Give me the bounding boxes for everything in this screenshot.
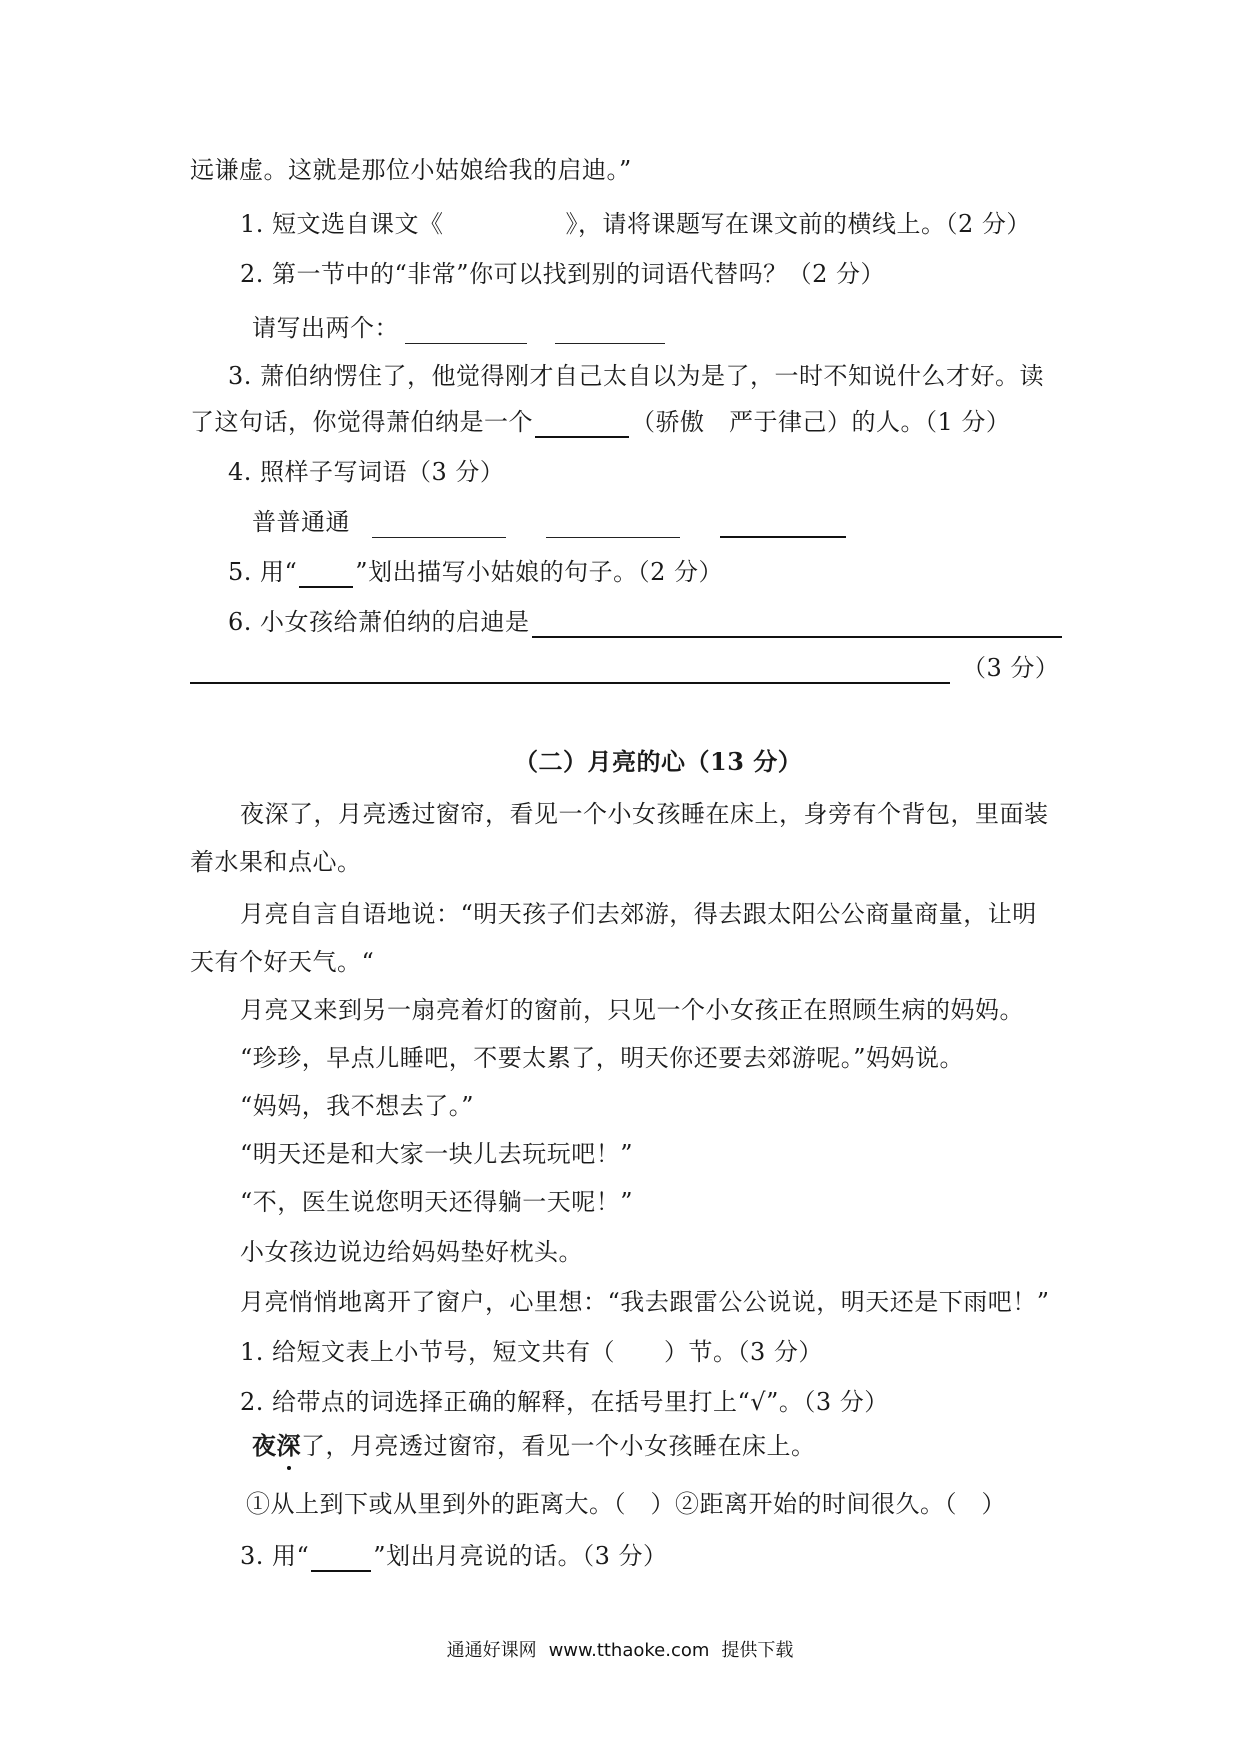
q6-score: （3 分） (962, 654, 1060, 682)
question-2-answer-row (252, 312, 671, 344)
q1-text-b: 》，请将课题写在课文前的横线上。（2 分） (565, 210, 1031, 238)
q3-text-a: 了这句话，你觉得萧伯纳是一个 (190, 408, 533, 436)
question-2-p1: 2. 第一节中的“非常”你可以找到别的词语代替吗？（2 分） (240, 260, 885, 288)
footer-url-link[interactable]: www.tthaoke.com (548, 1640, 710, 1661)
q2-sentence-rest: 了，月亮透过窗帘，看见一个小女孩睡在床上。 (301, 1432, 816, 1460)
q1-text-a: 1. 短文选自课文《 (240, 210, 444, 238)
p2-paragraph-8: 小女孩边说边给妈妈垫好枕头。 (240, 1238, 583, 1266)
question-4-p1: 4. 照样子写词语（3 分） (228, 458, 505, 486)
question-4-answer-row (252, 506, 852, 538)
footer-suffix: 提供下载 (721, 1640, 794, 1661)
p2-q3-text-b: ”划出月亮说的话。（3 分） (373, 1542, 668, 1570)
q3-answer-blank[interactable] (535, 410, 629, 438)
q5-underline-sample (299, 560, 353, 588)
p2-question-2-options: ①从上到下或从里到外的距离大。（ ）②距离开始的时间很久。（ ） (246, 1490, 1006, 1518)
p2-question-2-sentence (252, 1430, 816, 1462)
p2-question-2: 2. 给带点的词选择正确的解释，在括号里打上“√”。（3 分） (240, 1388, 889, 1416)
q4-answer-blank-1[interactable] (372, 511, 506, 538)
passage-tail-line: 远谦虚。这就是那位小姑娘给我的启迪。” (190, 156, 632, 184)
p2-question-1: 1. 给短文表上小节号，短文共有（ ）节。（3 分） (240, 1338, 823, 1366)
q4-example-word: 普普通通 (252, 508, 350, 536)
q1-title-blank[interactable] (450, 214, 560, 240)
q6-answer-blank-2[interactable] (190, 656, 950, 684)
q4-answer-blank-2[interactable] (546, 511, 680, 538)
q6-answer-blank-1[interactable] (532, 610, 1062, 638)
q2-sentence-head: 夜 (252, 1431, 277, 1460)
p2-paragraph-9: 月亮悄悄地离开了窗户，心里想：“我去跟雷公公说说，明天还是下雨吧！” (240, 1288, 1050, 1316)
p2-paragraph-2-line-1: 月亮自言自语地说：“明天孩子们去郊游，得去跟太阳公公商量商量，让明 (240, 900, 1037, 928)
p2-paragraph-4: “珍珍，早点儿睡吧，不要太累了，明天你还要去郊游呢。”妈妈说。 (240, 1044, 965, 1072)
p2-paragraph-2-line-2: 天有个好天气。“ (190, 948, 375, 976)
question-3-line-2 (190, 406, 1010, 438)
q2-dotted-word: 深 (276, 1431, 301, 1460)
p2-paragraph-1-line-2: 着水果和点心。 (190, 848, 362, 876)
q2-answer-blank-2[interactable] (555, 317, 665, 344)
p2-paragraph-5: “妈妈，我不想去了。” (240, 1092, 475, 1120)
q2-prompt: 请写出两个： (252, 314, 399, 342)
q2-answer-blank-1[interactable] (405, 317, 527, 344)
p2-question-3 (240, 1540, 667, 1572)
question-6-p1 (228, 606, 1062, 638)
page-footer (0, 1636, 1240, 1662)
p2-paragraph-6: “明天还是和大家一块儿去玩玩吧！” (240, 1140, 634, 1168)
question-6-answer-row-2 (190, 652, 1059, 684)
p2-paragraph-3: 月亮又来到另一扇亮着灯的窗前，只见一个小女孩正在照顾生病的妈妈。 (240, 996, 1024, 1024)
passage-2-title: （二）月亮的心（13 分） (514, 747, 803, 776)
p2-paragraph-1-line-1: 夜深了，月亮透过窗帘，看见一个小女孩睡在床上，身旁有个背包，里面装 (240, 800, 1049, 828)
q5-text-b: ”划出描写小姑娘的句子。（2 分） (355, 558, 723, 586)
footer-site-name: 通通好课网 (446, 1640, 537, 1661)
p2-q3-underline-sample (311, 1544, 371, 1572)
question-3-line-1: 3. 萧伯纳愣住了，他觉得刚才自己太自以为是了，一时不知说什么才好。读 (228, 362, 1045, 390)
q4-answer-blank-3[interactable] (720, 510, 846, 538)
p2-paragraph-7: “不，医生说您明天还得躺一天呢！” (240, 1188, 634, 1216)
q3-text-b: （骄傲 严于律己）的人。（1 分） (631, 408, 1011, 436)
question-1-p1 (240, 208, 1031, 240)
p2-q3-text-a: 3. 用“ (240, 1542, 310, 1570)
q5-text-a: 5. 用“ (228, 558, 298, 586)
q6-text: 6. 小女孩给萧伯纳的启迪是 (228, 608, 530, 636)
question-5-p1 (228, 556, 723, 588)
